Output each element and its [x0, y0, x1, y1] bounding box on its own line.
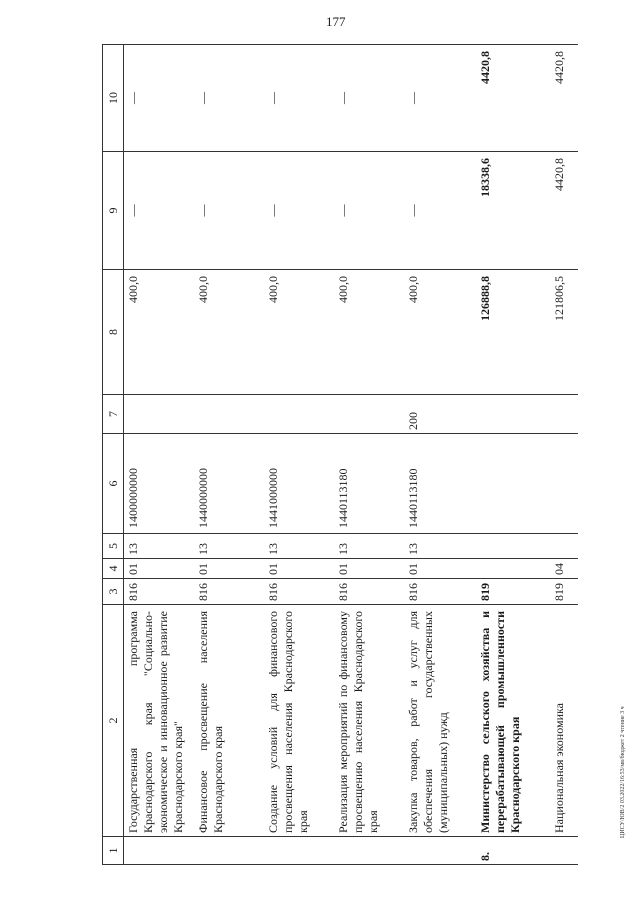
table-row: [546, 45, 578, 865]
table-row: [264, 45, 334, 865]
budget-table: [102, 44, 578, 865]
row-number: [124, 837, 195, 865]
row-type: [546, 395, 578, 434]
row-code: 816: [194, 579, 264, 605]
row-code: 819: [474, 579, 546, 605]
row-col10: —: [264, 45, 334, 152]
row-number: [194, 837, 264, 865]
row-type: [474, 395, 546, 434]
row-target: [474, 434, 546, 534]
header-cell: 5: [103, 534, 124, 559]
row-subsection: 13: [334, 534, 404, 559]
table-row: [404, 45, 474, 865]
table-row: [474, 45, 546, 865]
row-amount: 126888,8: [474, 270, 546, 395]
row-name: Государственная программа Краснодарского края "Социально-экономическое и инновационное развитие Краснодарского края": [124, 605, 195, 837]
rotated-table-area: [102, 45, 620, 865]
header-cell: 10: [103, 45, 124, 152]
row-code: 819: [546, 579, 578, 605]
row-number: 8.: [474, 837, 546, 865]
header-cell: 6: [103, 434, 124, 534]
header-cell: 9: [103, 152, 124, 270]
header-cell: 3: [103, 579, 124, 605]
row-name: Закупка товаров, работ и услуг для обеспечения государственных (муниципальных) нужд: [404, 605, 474, 837]
row-subsection: [474, 534, 546, 559]
row-name: Реализация мероприятий по финансовому просвещению населения Краснодарского края: [334, 605, 404, 837]
row-section: 01: [404, 559, 474, 579]
document-stamp: ЦИСУ/ЮВ/2 03.2022/16:53/мв/бюджет 2 чтение 3 ч: [620, 706, 626, 838]
row-target: [546, 434, 578, 534]
row-amount: 121806,5: [546, 270, 578, 395]
header-cell: 7: [103, 395, 124, 434]
row-subsection: 13: [404, 534, 474, 559]
row-subsection: 13: [194, 534, 264, 559]
row-col9: —: [404, 152, 474, 270]
header-cell: 4: [103, 559, 124, 579]
row-name: Министерство сельского хозяйства и перерабатывающей промышленности Краснодарского края: [474, 605, 546, 837]
row-type: 200: [404, 395, 474, 434]
header-cell: 8: [103, 270, 124, 395]
row-number: [264, 837, 334, 865]
row-type: [264, 395, 334, 434]
row-number: [546, 837, 578, 865]
table-row: [124, 45, 195, 865]
row-number: [334, 837, 404, 865]
row-target: 1440000000: [194, 434, 264, 534]
header-cell: 2: [103, 605, 124, 837]
row-section: 01: [334, 559, 404, 579]
row-subsection: 13: [264, 534, 334, 559]
row-target: 1441000000: [264, 434, 334, 534]
header-cell: 1: [103, 837, 124, 865]
row-col9: —: [264, 152, 334, 270]
row-code: 816: [124, 579, 195, 605]
row-col10: —: [334, 45, 404, 152]
row-amount: 400,0: [334, 270, 404, 395]
row-type: [194, 395, 264, 434]
row-name: Национальная экономика: [546, 605, 578, 837]
row-amount: 400,0: [404, 270, 474, 395]
row-section: 01: [124, 559, 195, 579]
header-row: [103, 45, 124, 865]
row-amount: 400,0: [124, 270, 195, 395]
page-number: 177: [326, 14, 346, 29]
row-subsection: 13: [124, 534, 195, 559]
row-type: [334, 395, 404, 434]
row-number: [404, 837, 474, 865]
row-col10: —: [194, 45, 264, 152]
row-target: 1440113180: [404, 434, 474, 534]
row-amount: 400,0: [264, 270, 334, 395]
row-col9: 4420,8: [546, 152, 578, 270]
row-col10: 4420,8: [474, 45, 546, 152]
row-name: Финансовое просвещение населения Краснодарского края: [194, 605, 264, 837]
row-section: 04: [546, 559, 578, 579]
row-target: 1440113180: [334, 434, 404, 534]
table-row: [194, 45, 264, 865]
row-col10: 4420,8: [546, 45, 578, 152]
row-section: 01: [264, 559, 334, 579]
row-type: [124, 395, 195, 434]
row-code: 816: [264, 579, 334, 605]
row-subsection: [546, 534, 578, 559]
table-row: [334, 45, 404, 865]
row-code: 816: [334, 579, 404, 605]
row-col10: —: [124, 45, 195, 152]
row-section: 01: [194, 559, 264, 579]
row-col9: —: [124, 152, 195, 270]
row-code: 816: [404, 579, 474, 605]
row-name: Создание условий для финансового просвещения населения Краснодарского края: [264, 605, 334, 837]
row-col9: —: [334, 152, 404, 270]
row-col9: 18338,6: [474, 152, 546, 270]
row-col10: —: [404, 45, 474, 152]
row-section: [474, 559, 546, 579]
row-target: 1400000000: [124, 434, 195, 534]
row-amount: 400,0: [194, 270, 264, 395]
row-col9: —: [194, 152, 264, 270]
